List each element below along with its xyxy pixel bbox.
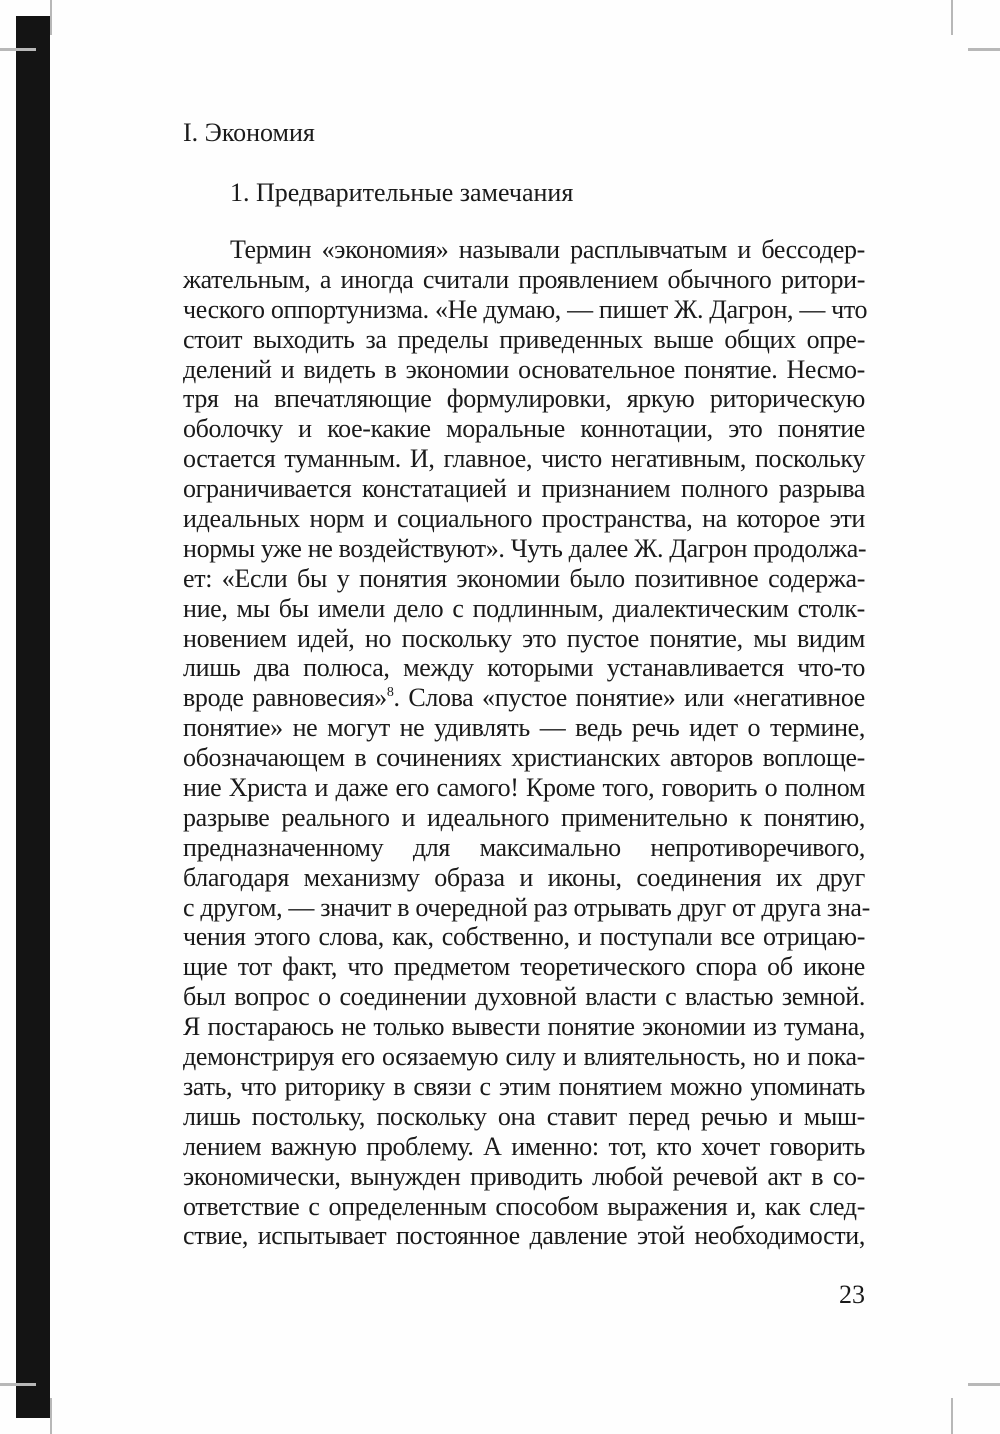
text-line: тря на впечатляющие формулировки, яркую риторическую	[183, 384, 865, 414]
text-line: понятие» не могут не удивлять — ведь речь идет о термине,	[183, 713, 865, 743]
text-line: новением идей, но поскольку это пустое понятие, мы видим	[183, 623, 865, 653]
crop-mark	[50, 0, 52, 35]
text-line: зать, что риторику в связи с этим понятием можно упоминать	[183, 1071, 865, 1101]
footnote-reference[interactable]: 8	[386, 685, 394, 701]
text-line: ческого оппортунизма. «Не думаю, — пишет Ж. Дагрон, — что	[183, 294, 868, 324]
text-span: . Слова «пустое понятие» или «негативное	[393, 683, 865, 713]
binding-edge	[16, 16, 50, 1418]
body-text	[183, 235, 870, 1251]
text-line: стоит выходить за пределы приведенных выше общих опре-	[183, 324, 865, 354]
text-line: щие тот факт, что предметом теоретического спора об иконе	[183, 952, 865, 982]
text-line: благодаря механизму образа и иконы, соединения их друг	[183, 862, 865, 892]
text-line: экономически, вынужден приводить любой речевой акт в со-	[183, 1161, 865, 1191]
crop-mark	[968, 48, 1000, 51]
text-line: делений и видеть в экономии основательное понятие. Несмо-	[183, 354, 865, 384]
text-line: разрыве реального и идеального применительно к понятию,	[183, 802, 865, 832]
text-line: лением важную проблему. А именно: тот, кто хочет говорить	[183, 1131, 865, 1161]
text-line: ответствие с определенным способом выражения и, как след-	[183, 1191, 865, 1221]
page-number: 23	[839, 1280, 865, 1309]
text-line: ние Христа и даже его самого! Кроме того, говорить о полном	[183, 773, 865, 803]
chapter-heading: I. Экономия	[183, 118, 315, 147]
text-line: ограничивается констатацией и признанием полного разрыва	[183, 474, 865, 504]
text-line: лишь два полюса, между которыми устанавливается что-то	[183, 653, 865, 683]
text-line: оболочку и кое-какие моральные коннотации, это понятие	[183, 414, 865, 444]
text-line	[183, 683, 865, 713]
text-line: остается туманным. И, главное, чисто негативным, поскольку	[183, 444, 865, 474]
text-line: жательным, а иногда считали проявлением обычного ритори-	[183, 264, 865, 294]
text-line: Термин «экономия» называли расплывчатым и бессодер-	[230, 235, 865, 264]
text-line: идеальных норм и социального пространства, на которое эти	[183, 504, 865, 534]
text-line: предназначенному для максимально непротиворечивого,	[183, 832, 865, 862]
crop-mark	[951, 1398, 953, 1434]
text-line: демонстрируя его осязаемую силу и влиятельность, но и пока-	[183, 1042, 865, 1072]
text-line: с другом, — значит в очередной раз отрывать друг от друга зна-	[183, 892, 870, 922]
text-line: Я постараюсь не только вывести понятие экономии из тумана,	[183, 1012, 865, 1042]
text-line: ние, мы бы имели дело с подлинным, диалектическим столк-	[183, 593, 865, 623]
text-line: обозначающем в сочинениях христианских авторов воплоще-	[183, 743, 865, 773]
text-line: ет: «Если бы у понятия экономии было позитивное содержа-	[183, 563, 865, 593]
crop-mark	[951, 0, 953, 35]
crop-mark	[0, 48, 36, 51]
text-line: был вопрос о соединении духовной власти с властью земной.	[183, 982, 865, 1012]
crop-mark	[50, 1398, 52, 1434]
crop-mark	[968, 1383, 1000, 1386]
section-heading: 1. Предварительные замечания	[230, 178, 574, 207]
text-line: лишь постольку, поскольку она ставит перед речью и мыш-	[183, 1101, 865, 1131]
text-line: ствие, испытывает постоянное давление этой необходимости,	[183, 1221, 865, 1251]
text-line: нормы уже не воздействуют». Чуть далее Ж. Дагрон продолжа-	[183, 533, 867, 563]
text-span: вроде равновесия»	[183, 683, 387, 713]
crop-mark	[0, 1383, 36, 1386]
text-line: чения этого слова, как, собственно, и поступали все отрицаю-	[183, 922, 865, 952]
